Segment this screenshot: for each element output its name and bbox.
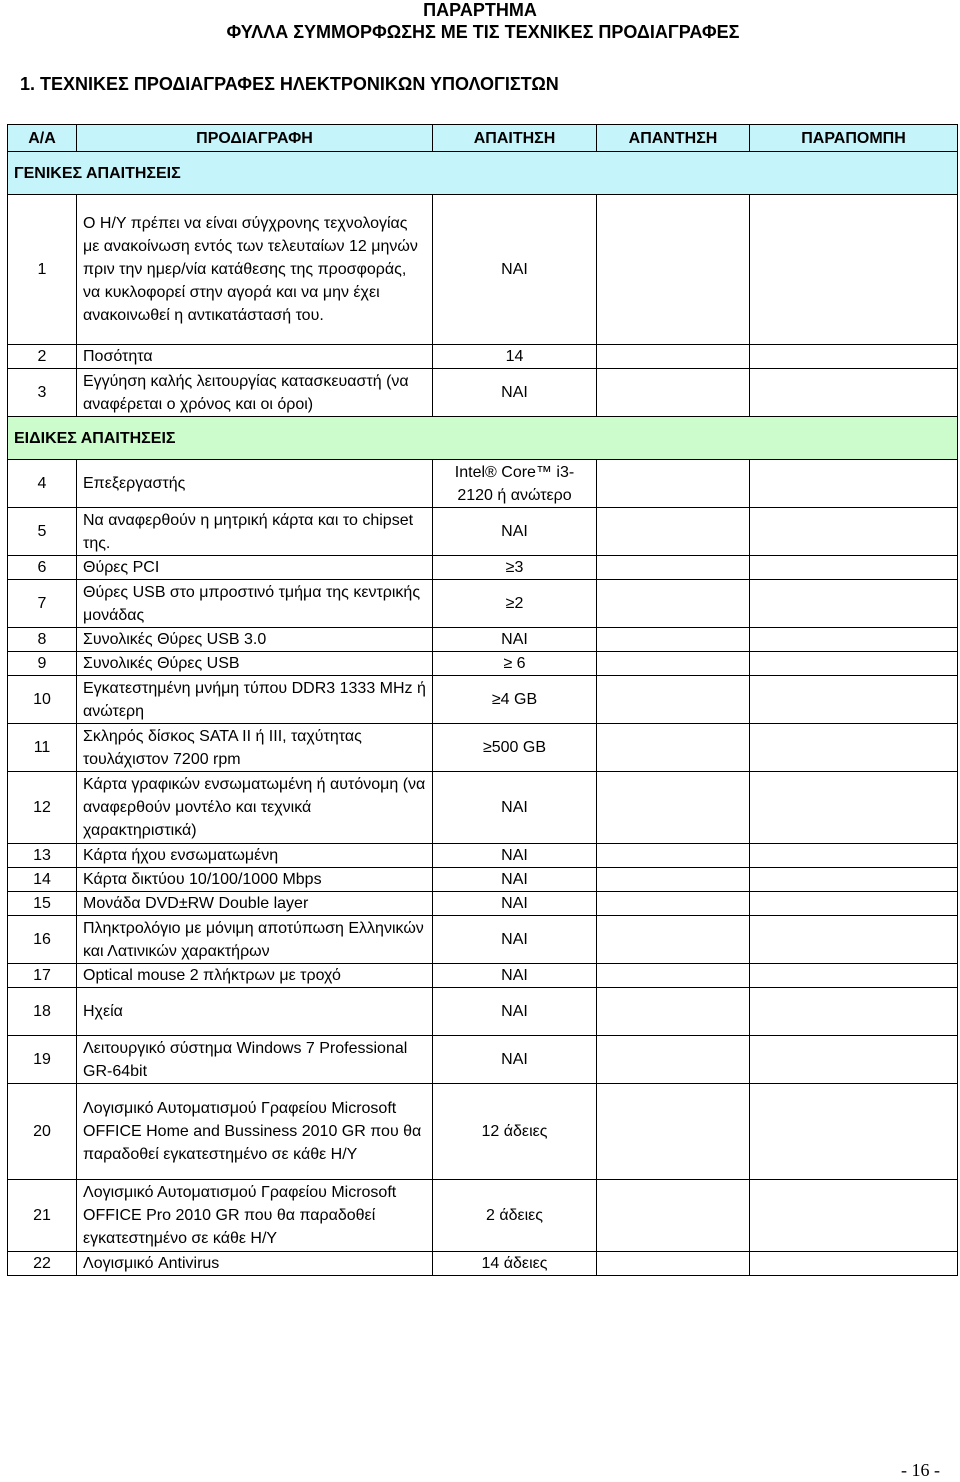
- row-reference[interactable]: [750, 1252, 958, 1276]
- row-requirement: ΝΑΙ: [433, 369, 597, 417]
- row-answer[interactable]: [597, 369, 750, 417]
- general-section-label: ΓΕΝΙΚΕΣ ΑΠΑΙΤΗΣΕΙΣ: [8, 152, 958, 195]
- row-number: 18: [8, 988, 77, 1036]
- row-number: 9: [8, 652, 77, 676]
- row-reference[interactable]: [750, 772, 958, 844]
- row-requirement: ≥500 GB: [433, 724, 597, 772]
- row-answer[interactable]: [597, 652, 750, 676]
- row-requirement: 14: [433, 345, 597, 369]
- row-specification: Λογισμικό Αυτοματισμού Γραφείου Microsoft OFFICE Home and Bussiness 2010 GR που θα παραδοθεί εγκατεστημένο σε κάθε Η/Υ: [77, 1084, 433, 1180]
- row-reference[interactable]: [750, 1036, 958, 1084]
- row-answer[interactable]: [597, 195, 750, 345]
- row-answer[interactable]: [597, 580, 750, 628]
- col-spec: ΠΡΟΔΙΑΓΡΑΦΗ: [77, 125, 433, 152]
- table-row: [8, 460, 958, 508]
- table-row: [8, 868, 958, 892]
- row-number: 3: [8, 369, 77, 417]
- row-reference[interactable]: [750, 652, 958, 676]
- row-number: 8: [8, 628, 77, 652]
- row-answer[interactable]: [597, 844, 750, 868]
- row-reference[interactable]: [750, 508, 958, 556]
- table-row: [8, 988, 958, 1036]
- row-reference[interactable]: [750, 345, 958, 369]
- page-number: - 16 -: [901, 1460, 940, 1480]
- row-answer[interactable]: [597, 1252, 750, 1276]
- table-row: [8, 892, 958, 916]
- row-specification: Πληκτρολόγιο με μόνιμη αποτύπωση Ελληνικών και Λατινικών χαρακτήρων: [77, 916, 433, 964]
- row-requirement: ΝΑΙ: [433, 916, 597, 964]
- table-row: [8, 916, 958, 964]
- row-reference[interactable]: [750, 844, 958, 868]
- row-requirement: ΝΑΙ: [433, 195, 597, 345]
- table-row: [8, 345, 958, 369]
- table-row: [8, 556, 958, 580]
- row-requirement: ΝΑΙ: [433, 844, 597, 868]
- table-row: [8, 1036, 958, 1084]
- row-number: 19: [8, 1036, 77, 1084]
- row-reference[interactable]: [750, 724, 958, 772]
- row-specification: Λογισμικό Αυτοματισμού Γραφείου Microsoft OFFICE Pro 2010 GR που θα παραδοθεί εγκατεστημένο σε κάθε Η/Υ: [77, 1180, 433, 1252]
- row-requirement: 14 άδειες: [433, 1252, 597, 1276]
- row-specification: Εγγύηση καλής λειτουργίας κατασκευαστή (να αναφέρεται ο χρόνος και οι όροι): [77, 369, 433, 417]
- table-row: [8, 772, 958, 844]
- row-specification: Μονάδα DVD±RW Double layer: [77, 892, 433, 916]
- row-requirement: 2 άδειες: [433, 1180, 597, 1252]
- general-section-row: [8, 152, 958, 195]
- table-row: [8, 1180, 958, 1252]
- table-header-row: [8, 125, 958, 152]
- row-answer[interactable]: [597, 916, 750, 964]
- row-number: 12: [8, 772, 77, 844]
- row-specification: Να αναφερθούν η μητρική κάρτα και το chipset της.: [77, 508, 433, 556]
- row-specification: Optical mouse 2 πλήκτρων με τροχό: [77, 964, 433, 988]
- row-answer[interactable]: [597, 1180, 750, 1252]
- row-specification: Επεξεργαστής: [77, 460, 433, 508]
- row-requirement: 12 άδειες: [433, 1084, 597, 1180]
- row-specification: Ποσότητα: [77, 345, 433, 369]
- row-number: 20: [8, 1084, 77, 1180]
- row-number: 1: [8, 195, 77, 345]
- row-specification: Σκληρός δίσκος SATA II ή III, ταχύτητας τουλάχιστον 7200 rpm: [77, 724, 433, 772]
- row-answer[interactable]: [597, 460, 750, 508]
- row-number: 4: [8, 460, 77, 508]
- row-requirement: ≥2: [433, 580, 597, 628]
- table-row: [8, 724, 958, 772]
- row-reference[interactable]: [750, 556, 958, 580]
- row-reference[interactable]: [750, 580, 958, 628]
- row-number: 7: [8, 580, 77, 628]
- row-number: 6: [8, 556, 77, 580]
- row-reference[interactable]: [750, 916, 958, 964]
- table-row: [8, 1252, 958, 1276]
- annex-title: ΠΑΡΑΡΤΗΜΑ: [423, 0, 537, 20]
- row-reference[interactable]: [750, 195, 958, 345]
- row-number: 17: [8, 964, 77, 988]
- row-requirement: ≥4 GB: [433, 676, 597, 724]
- row-reference[interactable]: [750, 1180, 958, 1252]
- compliance-table: [7, 124, 958, 1276]
- row-specification: Ο Η/Υ πρέπει να είναι σύγχρονης τεχνολογίας με ανακοίνωση εντός των τελευταίων 12 μηνών πριν την ημερ/νία κατάθεσης της προσφοράς, να κυκλοφορεί στην αγορά και να μην έχει ανακοινωθεί η αντικατάστασή του.: [77, 195, 433, 345]
- row-answer[interactable]: [597, 964, 750, 988]
- table-row: [8, 1084, 958, 1180]
- row-answer[interactable]: [597, 892, 750, 916]
- row-number: 11: [8, 724, 77, 772]
- row-requirement: ΝΑΙ: [433, 868, 597, 892]
- row-answer[interactable]: [597, 988, 750, 1036]
- row-answer[interactable]: [597, 556, 750, 580]
- row-answer[interactable]: [597, 1084, 750, 1180]
- row-specification: Κάρτα ήχου ενσωματωμένη: [77, 844, 433, 868]
- row-specification: Λογισμικό Antivirus: [77, 1252, 433, 1276]
- row-reference[interactable]: [750, 892, 958, 916]
- table-row: [8, 652, 958, 676]
- row-specification: Θύρες PCI: [77, 556, 433, 580]
- table-row: [8, 844, 958, 868]
- row-reference[interactable]: [750, 628, 958, 652]
- row-answer[interactable]: [597, 628, 750, 652]
- row-specification: Κάρτα δικτύου 10/100/1000 Mbps: [77, 868, 433, 892]
- row-answer[interactable]: [597, 676, 750, 724]
- row-number: 22: [8, 1252, 77, 1276]
- row-specification: Εγκατεστημένη μνήμη τύπου DDR3 1333 MHz ή ανώτερη: [77, 676, 433, 724]
- row-requirement: ≥ 6: [433, 652, 597, 676]
- col-answer: ΑΠΑΝΤΗΣΗ: [597, 125, 750, 152]
- row-specification: Συνολικές Θύρες USB 3.0: [77, 628, 433, 652]
- row-number: 21: [8, 1180, 77, 1252]
- row-answer[interactable]: [597, 508, 750, 556]
- row-number: 2: [8, 345, 77, 369]
- annex-subtitle: ΦΥΛΛΑ ΣΥΜΜΟΡΦΩΣΗΣ ΜΕ ΤΙΣ ΤΕΧΝΙΚΕΣ ΠΡΟΔΙΑΓΡΑΦΕΣ: [226, 22, 740, 42]
- row-reference[interactable]: [750, 988, 958, 1036]
- row-requirement: ≥3: [433, 556, 597, 580]
- row-requirement: ΝΑΙ: [433, 988, 597, 1036]
- row-specification: Θύρες USB στο μπροστινό τμήμα της κεντρικής μονάδας: [77, 580, 433, 628]
- row-requirement: ΝΑΙ: [433, 508, 597, 556]
- table-row: [8, 508, 958, 556]
- section-heading: 1. ΤΕΧΝΙΚΕΣ ΠΡΟΔΙΑΓΡΑΦΕΣ ΗΛΕΚΤΡΟΝΙΚΩΝ ΥΠΟΛΟΓΙΣΤΩΝ: [20, 74, 559, 94]
- row-requirement: Intel® Core™ i3-2120 ή ανώτερο: [433, 460, 597, 508]
- row-answer[interactable]: [597, 868, 750, 892]
- row-answer[interactable]: [597, 772, 750, 844]
- row-requirement: ΝΑΙ: [433, 1036, 597, 1084]
- row-number: 14: [8, 868, 77, 892]
- row-reference[interactable]: [750, 369, 958, 417]
- row-answer[interactable]: [597, 724, 750, 772]
- col-aa: Α/Α: [8, 125, 77, 152]
- row-number: 16: [8, 916, 77, 964]
- row-reference[interactable]: [750, 676, 958, 724]
- table-row: [8, 964, 958, 988]
- row-specification: Ηχεία: [77, 988, 433, 1036]
- row-requirement: ΝΑΙ: [433, 964, 597, 988]
- col-reference: ΠΑΡΑΠΟΜΠΗ: [750, 125, 958, 152]
- row-reference[interactable]: [750, 460, 958, 508]
- row-requirement: ΝΑΙ: [433, 772, 597, 844]
- table-row: [8, 580, 958, 628]
- row-requirement: ΝΑΙ: [433, 628, 597, 652]
- row-number: 10: [8, 676, 77, 724]
- row-reference[interactable]: [750, 964, 958, 988]
- row-specification: Κάρτα γραφικών ενσωματωμένη ή αυτόνομη (να αναφερθούν μοντέλο και τεχνικά χαρακτηριστικά): [77, 772, 433, 844]
- row-answer[interactable]: [597, 345, 750, 369]
- row-specification: Λειτουργικό σύστημα Windows 7 Professional GR-64bit: [77, 1036, 433, 1084]
- table-row: [8, 628, 958, 652]
- special-section-label: ΕΙΔΙΚΕΣ ΑΠΑΙΤΗΣΕΙΣ: [8, 417, 958, 460]
- row-requirement: ΝΑΙ: [433, 892, 597, 916]
- table-row: [8, 369, 958, 417]
- row-number: 13: [8, 844, 77, 868]
- row-specification: Συνολικές Θύρες USB: [77, 652, 433, 676]
- special-section-row: [8, 417, 958, 460]
- row-number: 5: [8, 508, 77, 556]
- col-requirement: ΑΠΑΙΤΗΣΗ: [433, 125, 597, 152]
- row-reference[interactable]: [750, 1084, 958, 1180]
- table-row: [8, 676, 958, 724]
- row-answer[interactable]: [597, 1036, 750, 1084]
- table-row: [8, 195, 958, 345]
- row-reference[interactable]: [750, 868, 958, 892]
- row-number: 15: [8, 892, 77, 916]
